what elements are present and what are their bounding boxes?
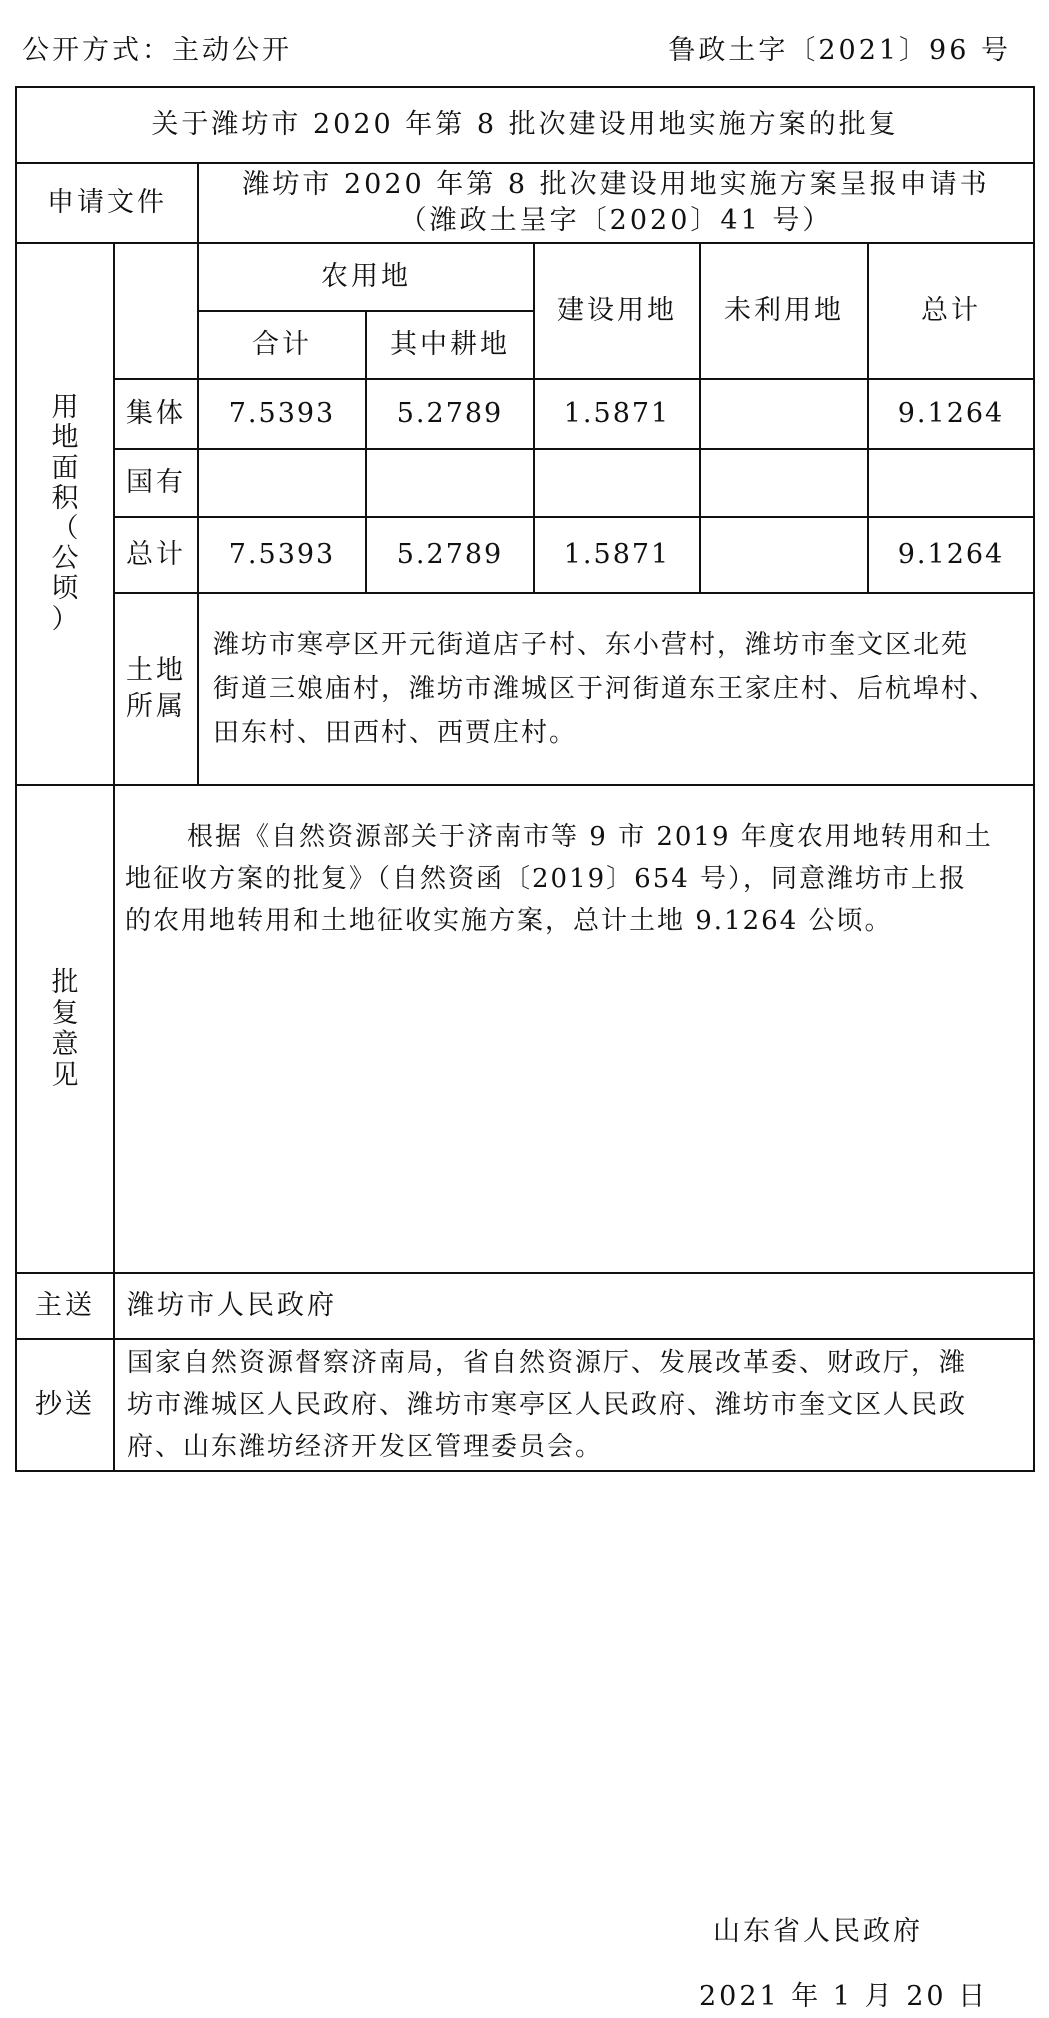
state-unused	[701, 450, 869, 518]
main-recipient-value: 潍坊市人民政府	[115, 1274, 1033, 1340]
header-total: 总计	[869, 244, 1033, 380]
header-unused: 未利用地	[701, 244, 869, 380]
total-subtotal: 7.5393	[199, 518, 367, 594]
land-ownership-label: 土地 所属	[115, 594, 199, 786]
application-line-1: 潍坊市 2020 年第 8 批次建设用地实施方案呈报申请书	[242, 169, 990, 200]
application-line-2: （潍政土呈字〔2020〕41 号）	[399, 205, 833, 236]
header-construction: 建设用地	[535, 244, 701, 380]
document-title: 关于潍坊市 2020 年第 8 批次建设用地实施方案的批复	[17, 88, 1033, 164]
header-cultivated: 其中耕地	[367, 312, 535, 380]
state-cultivated	[367, 450, 535, 518]
state-construction	[535, 450, 701, 518]
application-label: 申请文件	[17, 164, 199, 244]
cc-recipients: 国家自然资源督察济南局，省自然资源厅、发展改革委、财政厅，潍 坊市潍城区人民政府、潍坊市寒亭区人民政府、潍坊市奎文区人民政 府、山东潍坊经济开发区管理委员会。	[115, 1340, 1033, 1472]
approval-text-line-2: 地征收方案的批复》（自然资函〔2019〕654 号），同意潍坊市上报	[125, 864, 968, 894]
collective-construction: 1.5871	[535, 380, 701, 450]
application-document	[199, 164, 1033, 244]
document-number: 鲁政土字〔2021〕96 号	[668, 35, 1011, 66]
disclosure-mode: 公开方式：主动公开	[22, 35, 292, 66]
collective-unused	[701, 380, 869, 450]
approval-form-table	[15, 86, 1035, 2012]
state-subtotal	[199, 450, 367, 518]
main-recipient-label: 主送	[17, 1274, 115, 1340]
header-farmland: 农用地	[199, 244, 535, 312]
row-label-header	[115, 244, 199, 380]
collective-cultivated: 5.2789	[367, 380, 535, 450]
collective-subtotal: 7.5393	[199, 380, 367, 450]
total-unused	[701, 518, 869, 594]
total-construction: 1.5871	[535, 518, 701, 594]
land-ownership-text: 潍坊市寒亭区开元街道店子村、东小营村，潍坊市奎文区北苑 街道三娘庙村，潍坊市潍城区于河街道东王家庄村、后杭埠村、 田东村、田西村、西贾庄村。	[199, 594, 1033, 786]
issuing-authority: 山东省人民政府	[713, 1916, 923, 1947]
approval-text-line-1: 根据《自然资源部关于济南市等 9 市 2019 年度农用地转用和土	[187, 822, 993, 852]
issue-date: 2021 年 1 月 20 日	[699, 1981, 989, 2012]
total-total: 9.1264	[869, 518, 1033, 594]
cc-label: 抄送	[17, 1340, 115, 1472]
approval-text-line-3: 的农用地转用和土地征收实施方案，总计土地 9.1264 公顷。	[125, 906, 893, 936]
row-label-collective: 集体	[115, 380, 199, 450]
header-subtotal: 合计	[199, 312, 367, 380]
total-cultivated: 5.2789	[367, 518, 535, 594]
row-label-total: 总计	[115, 518, 199, 594]
land-area-section-label: 用 地 面 积 （ 公 顷 ）	[17, 244, 115, 786]
state-total	[869, 450, 1033, 518]
collective-total: 9.1264	[869, 380, 1033, 450]
approval-opinion-label: 批 复 意 见	[17, 786, 115, 1274]
row-label-state-owned: 国有	[115, 450, 199, 518]
